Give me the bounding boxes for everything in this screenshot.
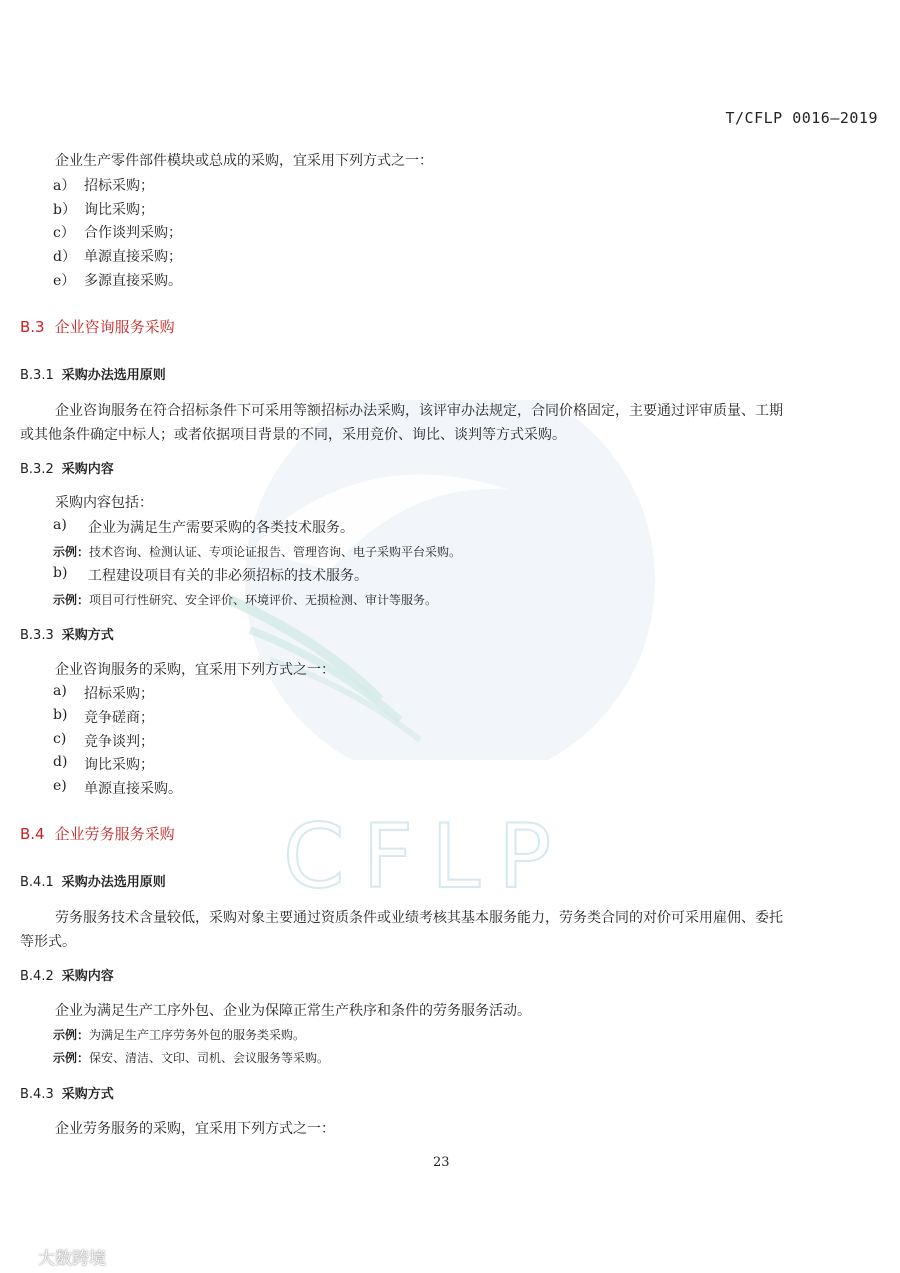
subsection-heading-b3-2 xyxy=(20,458,114,477)
subsection-number: B.4.3 xyxy=(20,1087,54,1102)
example-line xyxy=(53,1049,329,1066)
section-number: B.3 xyxy=(20,318,45,336)
body-paragraph-line: 劳务服务技术含量较低，采购对象主要通过资质条件或业绩考核其基本服务能力，劳务类合同的对价可采用雇佣、委托 xyxy=(55,910,783,926)
body-paragraph: 采购内容包括： xyxy=(55,495,153,511)
list-item-text: 多源直接采购。 xyxy=(84,273,182,289)
subsection-heading-b4-3 xyxy=(20,1083,114,1102)
example-label: 示例： xyxy=(53,593,90,607)
list-item-text: 询比采购； xyxy=(84,757,154,773)
list-item-marker: b) xyxy=(53,565,68,581)
subsection-heading-b3-1 xyxy=(20,364,166,383)
example-text: 为满足生产工序劳务外包的服务类采购。 xyxy=(89,1028,306,1042)
standard-code: T/CFLP 0016—2019 xyxy=(725,109,878,127)
list-item-text: 合作谈判采购； xyxy=(84,225,182,241)
example-label: 示例： xyxy=(53,545,90,559)
example-line xyxy=(53,1026,305,1043)
example-label: 示例： xyxy=(53,1028,90,1042)
body-paragraph: 企业劳务服务的采购，宜采用下列方式之一： xyxy=(55,1121,335,1137)
example-text: 技术咨询、检测认证、专项论证报告、管理咨询、电子采购平台采购。 xyxy=(89,545,462,559)
subsection-heading-b3-3 xyxy=(20,624,114,643)
example-label: 示例： xyxy=(53,1051,90,1065)
list-item-text: 招标采购； xyxy=(84,686,154,702)
list-item-text: 单源直接采购。 xyxy=(84,781,182,797)
body-paragraph-line: 或其他条件确定中标人；或者依据项目背景的不同，采用竞价、询比、谈判等方式采购。 xyxy=(20,427,566,443)
list-item-marker: a) xyxy=(53,517,67,533)
list-item-marker: e) xyxy=(53,778,67,794)
subsection-number: B.4.2 xyxy=(20,969,54,984)
list-item-text: 工程建设项目有关的非必须招标的技术服务。 xyxy=(88,568,368,584)
body-paragraph-line: 等形式。 xyxy=(20,934,76,950)
intro-paragraph: 企业生产零件部件模块或总成的采购，宜采用下列方式之一： xyxy=(55,153,433,169)
list-item-text: 企业为满足生产需要采购的各类技术服务。 xyxy=(88,520,354,536)
brand-name: 大数跨境 xyxy=(38,1249,106,1269)
subsection-number: B.3.1 xyxy=(20,368,54,383)
subsection-title: 采购办法选用原则 xyxy=(61,875,166,890)
brand-mark-icon xyxy=(8,1248,34,1268)
body-paragraph: 企业咨询服务的采购，宜采用下列方式之一： xyxy=(55,662,335,678)
page-number: 23 xyxy=(433,1155,450,1170)
body-paragraph-line: 企业咨询服务在符合招标条件下可采用等额招标办法采购，该评审办法规定，合同价格固定，主要通过评审质量、工期 xyxy=(55,403,783,419)
list-item-marker: a) xyxy=(53,683,67,699)
list-item-marker: a） xyxy=(53,178,76,194)
example-line xyxy=(53,543,461,560)
list-item-marker: b) xyxy=(53,707,68,723)
list-item-text: 竞争磋商； xyxy=(84,710,154,726)
subsection-number: B.3.2 xyxy=(20,462,54,477)
list-item-text: 单源直接采购； xyxy=(84,249,182,265)
list-item-text: 竞争谈判； xyxy=(84,734,154,750)
example-text: 保安、清洁、文印、司机、会议服务等采购。 xyxy=(89,1051,330,1065)
example-line xyxy=(53,591,437,608)
list-item-text: 招标采购； xyxy=(84,178,154,194)
subsection-title: 采购方式 xyxy=(61,1087,114,1102)
list-item-marker: c） xyxy=(53,225,75,241)
brand-logo xyxy=(8,1244,106,1269)
section-title: 企业咨询服务采购 xyxy=(54,318,175,336)
list-item-marker: c) xyxy=(53,731,67,747)
subsection-heading-b4-1 xyxy=(20,871,166,890)
list-item-marker: b） xyxy=(53,202,76,218)
body-paragraph: 企业为满足生产工序外包、企业为保障正常生产秩序和条件的劳务服务活动。 xyxy=(55,1003,531,1019)
section-title: 企业劳务服务采购 xyxy=(54,825,175,843)
subsection-title: 采购内容 xyxy=(61,462,114,477)
section-number: B.4 xyxy=(20,825,45,843)
list-item-marker: d) xyxy=(53,754,68,770)
subsection-title: 采购内容 xyxy=(61,969,114,984)
subsection-number: B.3.3 xyxy=(20,628,54,643)
subsection-heading-b4-2 xyxy=(20,965,114,984)
subsection-title: 采购办法选用原则 xyxy=(61,368,166,383)
section-heading-b4 xyxy=(20,823,175,844)
subsection-title: 采购方式 xyxy=(61,628,114,643)
list-item-marker: e） xyxy=(53,273,76,289)
section-heading-b3 xyxy=(20,316,175,337)
cflp-watermark-text: CFLP xyxy=(283,805,570,908)
list-item-marker: d） xyxy=(53,249,76,265)
list-item-text: 询比采购； xyxy=(84,202,154,218)
example-text: 项目可行性研究、安全评价、环境评价、无损检测、审计等服务。 xyxy=(89,593,438,607)
subsection-number: B.4.1 xyxy=(20,875,54,890)
